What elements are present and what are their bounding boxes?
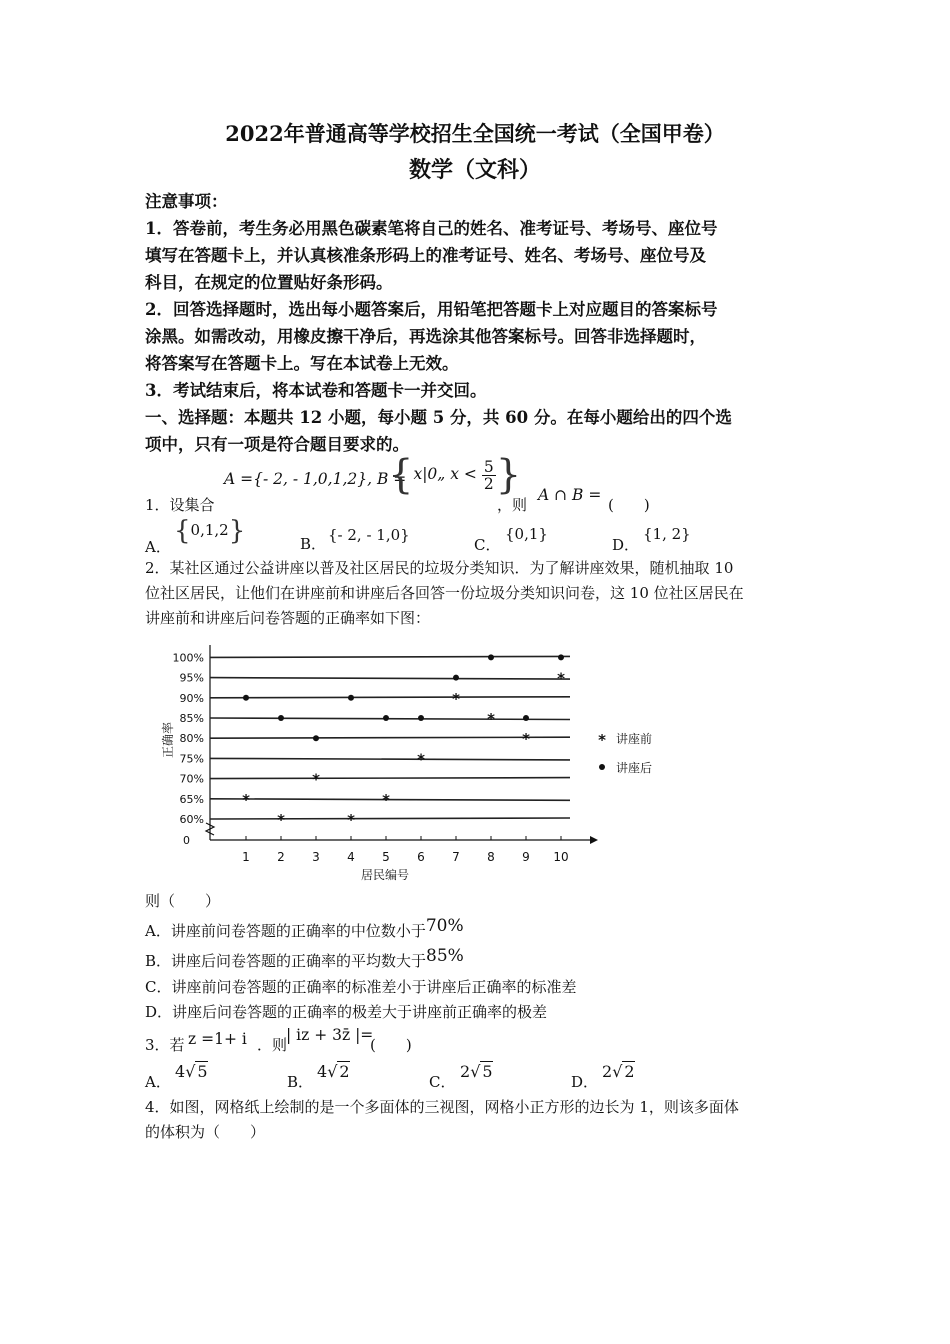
- q1-option-b-value: {- 2, - 1,0}: [328, 526, 410, 544]
- q2-option-a: [145, 916, 464, 941]
- after-lecture-point: [313, 735, 319, 741]
- grid-line: [210, 778, 570, 779]
- x-tick-label: 9: [522, 850, 530, 864]
- q1-option-d-value: {1, 2}: [643, 525, 691, 543]
- after-lecture-point: [348, 695, 354, 701]
- exam-title: 2022年普通高等学校招生全国统一考试（全国甲卷）: [225, 121, 725, 146]
- right-brace-icon: }: [495, 452, 522, 498]
- q4-line: 4．如图，网格纸上绘制的是一个多面体的三视图，网格小正方形的边长为 1，则该多面体: [145, 1098, 739, 1116]
- q3-z: z =1+ i: [188, 1030, 247, 1048]
- q3-option-b-label: B．: [287, 1073, 314, 1091]
- q1-then: ，则: [497, 496, 528, 514]
- before-lecture-point: *: [487, 710, 495, 728]
- before-lecture-point: *: [382, 790, 390, 809]
- q3-then: ．则: [257, 1036, 288, 1054]
- grid-line: [210, 718, 570, 720]
- q3-option-d-label: D．: [571, 1073, 599, 1091]
- axis-break-icon: [206, 823, 214, 835]
- q1-option-b-label: B．: [300, 535, 327, 553]
- accuracy-chart: [150, 635, 670, 885]
- after-lecture-point: [418, 715, 424, 721]
- q3-prefix: 3．若: [145, 1036, 185, 1054]
- before-lecture-point: *: [347, 811, 355, 829]
- x-tick-label: 7: [452, 850, 460, 864]
- x-tick-label: 1: [242, 850, 250, 864]
- q1-set-a: A ={- 2, - 1,0,1,2}, B =: [224, 470, 407, 488]
- grid-line: [210, 678, 570, 680]
- sqrt-icon: √: [612, 1062, 623, 1081]
- q3-expression: | iz + 3z̄ |=: [286, 1026, 374, 1044]
- radicand: 5: [197, 1062, 208, 1081]
- legend-star-icon: *: [598, 731, 606, 749]
- y-tick-label: 0: [183, 834, 190, 847]
- legend-label-before: 讲座前: [616, 732, 653, 746]
- notes-line: 2．回答选择题时，选出每小题答案后，用铅笔把答题卡上对应题目的答案标号: [145, 300, 718, 319]
- x-tick-label: 3: [312, 850, 320, 864]
- q2-line: 位社区居民，让他们在讲座前和讲座后各回答一份垃圾分类知识问卷，这 10 位社区居民在: [145, 584, 744, 602]
- q2-option-c: C．讲座前问卷答题的正确率的标准差小于讲座后正确率的标准差: [145, 978, 577, 996]
- left-brace-icon: {: [388, 452, 414, 498]
- x-tick-label: 10: [553, 850, 569, 864]
- fraction-numerator: 5: [483, 457, 494, 476]
- after-lecture-point: [243, 695, 249, 701]
- q1-option-d-label: D．: [612, 536, 640, 554]
- q3-paren: ( ): [370, 1036, 412, 1054]
- notes-line: 3．考试结束后，将本试卷和答题卡一并交回。: [145, 381, 487, 400]
- y-tick-label: 95%: [179, 671, 204, 685]
- y-tick-label: 80%: [179, 732, 204, 746]
- before-lecture-point: *: [452, 689, 460, 708]
- exam-subtitle: 数学（文科）: [408, 157, 541, 183]
- x-tick-label: 2: [277, 850, 285, 864]
- grid-line: [210, 758, 570, 760]
- q4-line: 的体积为（ ）: [145, 1123, 266, 1141]
- before-lecture-point: *: [277, 811, 285, 829]
- q3-option-c-value: [460, 1062, 493, 1081]
- section-heading: 项中，只有一项是符合题目要求的。: [145, 435, 409, 454]
- y-tick-label: 90%: [179, 691, 204, 705]
- coefficient: 2: [602, 1062, 613, 1081]
- after-lecture-point: [558, 654, 564, 660]
- after-lecture-point: [523, 715, 529, 721]
- y-tick-label: 60%: [179, 813, 204, 826]
- y-tick-label: 65%: [179, 792, 204, 806]
- q2-option-d: D．讲座后问卷答题的正确率的极差大于讲座前正确率的极差: [145, 1003, 548, 1021]
- grid-line: [210, 799, 570, 801]
- notes-line: 科目，在规定的位置贴好条形码。: [145, 273, 393, 292]
- q2-option-b: [145, 946, 464, 971]
- notes-line: 涂黑。如需改动，用橡皮擦干净后，再选涂其他答案标号。回答非选择题时，: [145, 327, 706, 346]
- coefficient: 2: [460, 1062, 471, 1081]
- notes-line: 填写在答题卡上，并认真核准条形码上的准考证号、姓名、考场号、座位号及: [145, 246, 706, 265]
- q1-paren: ( ): [608, 496, 650, 514]
- x-axis-label: 居民编号: [360, 868, 410, 882]
- x-tick-label: 6: [417, 850, 425, 864]
- option-math: 70%: [425, 916, 464, 936]
- q3-option-a-label: A．: [145, 1073, 171, 1091]
- radicand: 2: [339, 1062, 350, 1081]
- q2-line: 2．某社区通过公益讲座以普及社区居民的垃圾分类知识．为了解讲座效果，随机抽取 10: [145, 559, 734, 577]
- radicand: 2: [624, 1062, 635, 1081]
- y-tick-label: 85%: [179, 712, 204, 725]
- x-tick-label: 4: [347, 850, 355, 864]
- x-tick-label: 8: [487, 850, 495, 864]
- q1-option-a-label: A．: [145, 538, 171, 556]
- q3-option-b-value: [317, 1062, 350, 1081]
- option-text: B．讲座后问卷答题的正确率的平均数大于: [145, 952, 427, 970]
- coefficient: 4: [317, 1062, 328, 1081]
- q3-option-d-value: [602, 1062, 635, 1081]
- q2-then: 则（ ）: [145, 892, 221, 910]
- before-lecture-point: *: [417, 750, 425, 769]
- grid-line: [210, 737, 570, 738]
- sqrt-icon: √: [185, 1062, 196, 1081]
- option-value: 0,1,2: [190, 521, 229, 539]
- q2-line: 讲座前和讲座后问卷答题的正确率如下图：: [145, 609, 431, 627]
- y-axis-label: 正确率: [161, 721, 175, 759]
- x-axis-arrow-icon: [590, 836, 598, 844]
- legend-dot-icon: [599, 764, 605, 770]
- grid-line: [210, 818, 570, 819]
- q1-fraction: [482, 459, 496, 492]
- grid-line: [210, 697, 570, 698]
- notes-heading: 注意事项：: [145, 192, 228, 211]
- legend-label-after: 讲座后: [616, 761, 653, 775]
- y-tick-label: 100%: [172, 651, 204, 665]
- before-lecture-point: *: [557, 669, 565, 688]
- q1-option-a-value: [174, 516, 245, 546]
- q1-set-b-inner: x|0„ x <: [413, 465, 477, 483]
- y-tick-label: 70%: [179, 772, 204, 786]
- option-text: A．讲座前问卷答题的正确率的中位数小于: [145, 922, 426, 940]
- before-lecture-point: *: [522, 730, 530, 749]
- before-lecture-point: *: [242, 790, 250, 809]
- after-lecture-point: [488, 654, 494, 660]
- q3-option-a-value: [175, 1062, 208, 1081]
- right-brace-icon: }: [228, 516, 246, 546]
- notes-line: 将答案写在答题卡上。写在本试卷上无效。: [145, 354, 459, 373]
- q1-expression: A ∩ B =: [538, 486, 602, 504]
- fraction-denominator: 2: [483, 474, 494, 493]
- section-heading: 一、选择题：本题共 12 小题，每小题 5 分，共 60 分。在每小题给出的四个选: [145, 408, 732, 427]
- after-lecture-point: [453, 675, 459, 681]
- sqrt-icon: √: [327, 1062, 338, 1081]
- notes-line: 1．答卷前，考生务必用黑色碳素笔将自己的姓名、准考证号、考场号、座位号: [145, 219, 718, 238]
- radicand: 5: [482, 1062, 493, 1081]
- after-lecture-point: [278, 715, 284, 721]
- q1-option-c-value: {0,1}: [505, 525, 548, 543]
- before-lecture-point: *: [312, 770, 320, 789]
- left-brace-icon: {: [174, 516, 191, 546]
- q1-prefix: 1．设集合: [145, 496, 215, 514]
- y-tick-label: 75%: [179, 752, 204, 766]
- after-lecture-point: [383, 715, 389, 721]
- sqrt-icon: √: [470, 1062, 481, 1081]
- option-math: 85%: [426, 946, 464, 966]
- q3-option-c-label: C．: [429, 1073, 456, 1091]
- q1-set-b: [388, 452, 521, 498]
- x-tick-label: 5: [382, 850, 390, 864]
- q1-option-c-label: C．: [474, 536, 501, 554]
- grid-line: [210, 656, 570, 657]
- coefficient: 4: [175, 1062, 186, 1081]
